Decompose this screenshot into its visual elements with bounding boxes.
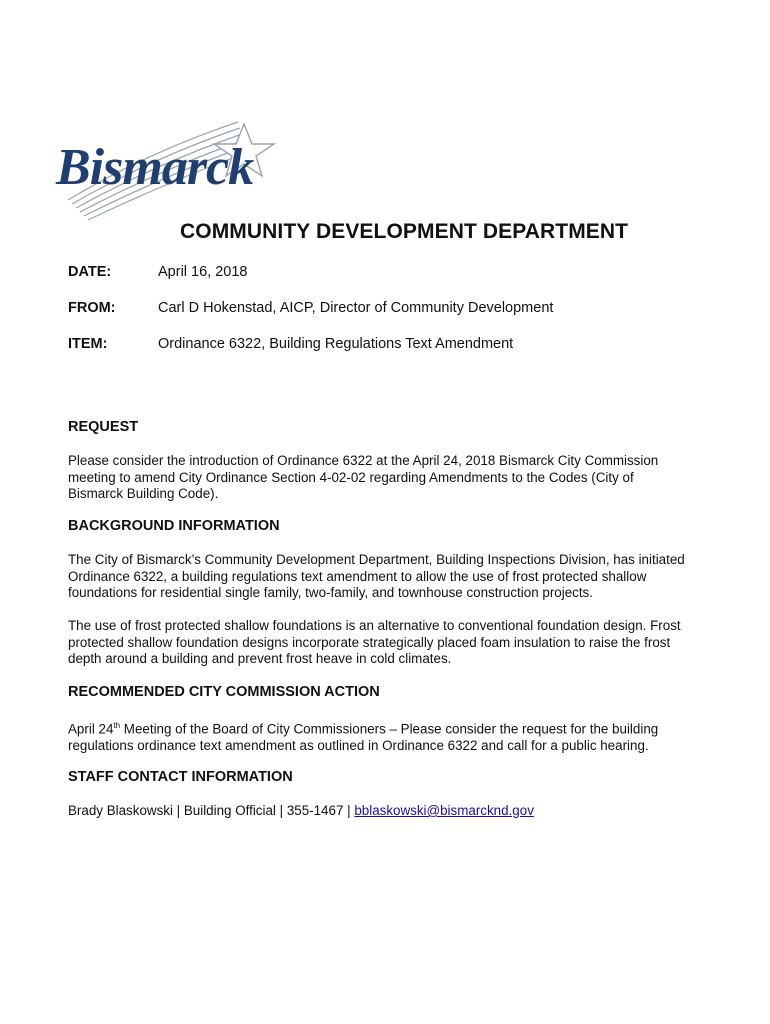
from-label: FROM: (68, 300, 116, 316)
action-ordinal: th (113, 721, 121, 730)
item-row (68, 336, 513, 352)
from-value: Carl D Hokenstad, AICP, Director of Community Development (158, 300, 554, 316)
background-heading: BACKGROUND INFORMATION (68, 518, 280, 534)
background-paragraph-1: The City of Bismarck’s Community Development Department, Building Inspections Division, has initiated Ordinance 6322, a building regulations text amendment to allow the use of frost protected shallow foundations for residential single family, two-family, and townhouse construction projects. (68, 552, 685, 600)
date-label: DATE: (68, 264, 112, 280)
department-title: COMMUNITY DEVELOPMENT DEPARTMENT (180, 220, 629, 243)
action-date: April 24 (68, 721, 114, 737)
date-row (68, 264, 247, 280)
contact-heading: STAFF CONTACT INFORMATION (68, 769, 293, 785)
request-heading: REQUEST (68, 419, 139, 435)
action-body (68, 718, 688, 754)
from-row (68, 300, 553, 316)
action-heading: RECOMMENDED CITY COMMISSION ACTION (68, 684, 380, 700)
contact-text: Brady Blaskowski | Building Official | 355-1467 | (68, 803, 355, 818)
contact-email-link[interactable]: bblaskowski@bismarcknd.gov (354, 803, 534, 818)
action-text: Meeting of the Board of City Commissioners – Please consider the request for the building regulations ordinance text amendment as outlined in Ordinance 6322 and call for a public hearing. (68, 721, 659, 753)
background-paragraph-2: The use of frost protected shallow foundations is an alternative to conventional foundation design. Frost protected shallow foundation designs incorporate strategically placed foam insulation to raise the frost depth around a building and prevent frost heave in cold climates. (68, 618, 681, 666)
item-value: Ordinance 6322, Building Regulations Text Amendment (158, 336, 514, 352)
item-label: ITEM: (68, 336, 108, 352)
contact-line (68, 803, 688, 820)
logo-text: Bismarck (56, 139, 254, 196)
request-body: Please consider the introduction of Ordinance 6322 at the April 24, 2018 Bismarck City Commission meeting to amend City Ordinance Section 4-02-02 regarding Amendments to the Codes (City of Bismarck Building Code). (68, 453, 659, 501)
date-value: April 16, 2018 (158, 264, 248, 280)
